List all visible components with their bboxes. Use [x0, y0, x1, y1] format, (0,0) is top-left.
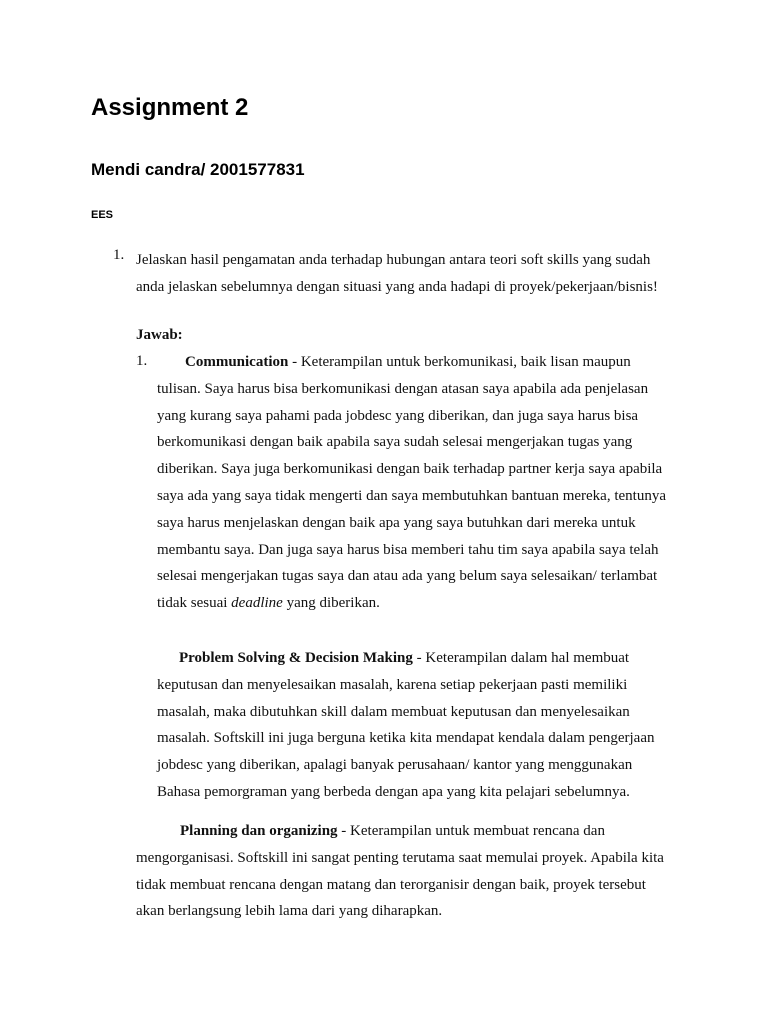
section-first-line-text: Keterampilan dalam hal membuat [425, 650, 630, 666]
section-first-line [157, 349, 666, 376]
paragraph-line: tidak membuat rencana dengan matang dan terorganisir dengan baik, proyek tersebut [136, 876, 646, 893]
paragraph-line: mengorganisasi. Softskill ini sangat penting terutama saat memulai proyek. Apabila kita [136, 849, 664, 866]
paragraph-line: masalah. Softskill ini juga berguna ketika kita mendapat kendala dalam pengerjaan [157, 730, 655, 747]
paragraph-line: membantu saya. Dan juga saya harus bisa memberi tahu tim saya apabila saya telah [157, 541, 659, 558]
section-first-line [157, 645, 654, 672]
paragraph-line: diberikan. Saya juga berkomunikasi dengan baik terhadap partner kerja saya apabila [157, 461, 663, 478]
paragraph-line: tulisan. Saya harus bisa berkomunikasi dengan atasan saya apabila ada penjelasan [157, 380, 649, 397]
deadline-term: deadline [231, 595, 283, 612]
paragraph-line: selesai mengerjakan tugas saya dan atau ada yang belum saya selesaikan/ terlambat [157, 568, 658, 585]
paragraph-line: akan berlangsung lebih lama dari yang diharapkan. [136, 903, 443, 920]
author-line: Mendi candra/ 2001577831 [91, 160, 305, 179]
paragraph-line: saya harus menjelaskan dengan baik apa yang saya butuhkan dari mereka untuk [157, 514, 636, 531]
paragraph-line: saya ada yang saya tidak mengerti dan saya membutuhkan bantuan mereka, tentunya [157, 487, 666, 504]
paragraph-line: jobdesc yang diberikan, apalagi banyak perusahaan/ kantor yang menggunakan [157, 757, 633, 774]
paragraph-line: masalah, maka dibutuhkan skill dalam membuat keputusan dan menyelesaikan [157, 703, 630, 720]
paragraph-last-line [157, 590, 666, 617]
section-heading: Planning dan organizing [180, 823, 338, 839]
section-first-line-text: Keterampilan untuk membuat rencana dan [350, 823, 605, 839]
section-first-line-text: Keterampilan untuk berkomunikasi, baik lisan maupun [300, 354, 631, 370]
answer-label: Jawab: [136, 327, 183, 343]
question-line: Jelaskan hasil pengamatan anda terhadap hubungan antara teori soft skills yang sudah [136, 252, 651, 268]
heading-separator: - [412, 650, 426, 666]
document-title: Assignment 2 [91, 94, 249, 121]
section-heading: Problem Solving & Decision Making [179, 650, 413, 666]
paragraph-line: Bahasa pemorgraman yang berbeda dengan apa yang kita pelajari sebelumnya. [157, 783, 630, 800]
course-code: EES [91, 209, 114, 221]
section-first-line [136, 818, 664, 845]
answer-number: 1. [136, 353, 148, 369]
line-text: tidak sesuai [157, 595, 232, 612]
paragraph-line: keputusan dan menyelesaikan masalah, karena setiap pekerjaan pasti memiliki [157, 676, 628, 693]
section-communication [157, 349, 666, 617]
heading-separator: - [337, 823, 351, 839]
paragraph-line: yang kurang saya pahami pada jobdesc yang diberikan, dan juga saya harus bisa [157, 407, 639, 424]
section-problem-solving [157, 645, 654, 806]
section-heading: Communication [185, 354, 289, 370]
line-text: yang diberikan. [282, 595, 380, 612]
question-line: anda jelaskan sebelumnya dengan situasi yang anda hadapi di proyek/pekerjaan/bisnis! [136, 279, 658, 295]
question-text [136, 247, 696, 301]
question-number: 1. [113, 247, 125, 263]
paragraph-line: berkomunikasi dengan baik apabila saya sudah selesai mengerjakan tugas yang [157, 434, 633, 451]
section-planning [136, 818, 664, 925]
heading-separator: - [288, 354, 301, 370]
